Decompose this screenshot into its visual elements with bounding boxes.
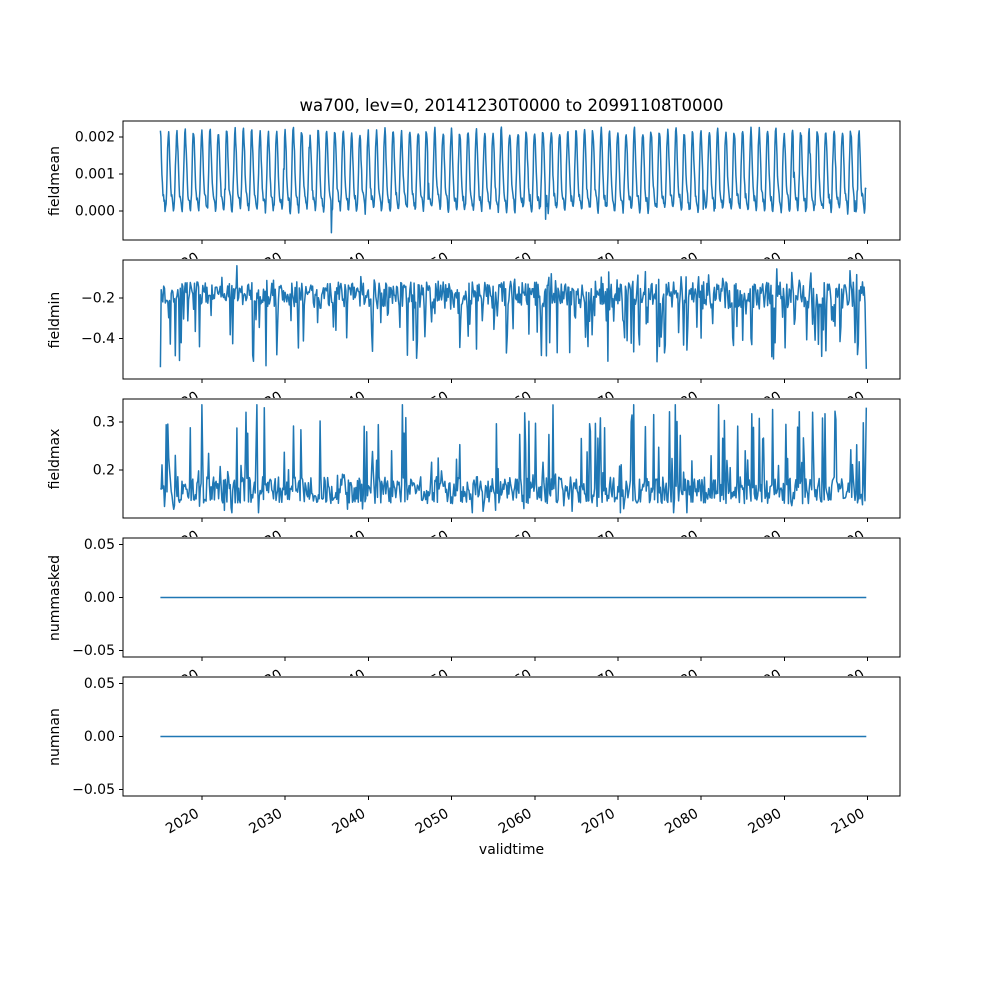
xlabel-validtime: validtime bbox=[478, 842, 545, 858]
ylabel-fieldmax: fieldmax bbox=[47, 428, 63, 489]
x-tick-label: 2060 bbox=[495, 805, 535, 838]
y-tick-label: 0.001 bbox=[74, 166, 115, 183]
x-tick-label: 2090 bbox=[745, 805, 785, 838]
y-tick-label: −0.05 bbox=[72, 642, 115, 659]
subplot-fieldmax bbox=[93, 398, 901, 559]
y-tick-label: 0.00 bbox=[83, 729, 115, 745]
y-tick-label: 0.2 bbox=[92, 462, 115, 479]
figure-title: wa700, lev=0, 20141230T0000 to 20991108T0000 bbox=[299, 96, 724, 115]
y-tick-label: −0.2 bbox=[81, 290, 115, 307]
x-tick-label: 2080 bbox=[662, 805, 702, 838]
subplot-fieldmin bbox=[81, 259, 901, 420]
y-tick-label: 0.002 bbox=[74, 129, 115, 146]
y-tick-label: 0.000 bbox=[74, 203, 115, 220]
y-tick-label: −0.05 bbox=[72, 781, 115, 798]
subplot-nummasked bbox=[72, 537, 901, 698]
ylabel-numnan: numnan bbox=[47, 707, 63, 766]
ylabel-fieldmean: fieldmean bbox=[47, 145, 63, 216]
y-tick-label: −0.4 bbox=[81, 331, 115, 348]
y-tick-label: 0.05 bbox=[83, 676, 115, 693]
x-tick-label: 2040 bbox=[329, 805, 369, 838]
y-tick-label: 0.3 bbox=[92, 414, 115, 431]
x-tick-label: 2100 bbox=[828, 805, 868, 838]
x-tick-label: 2030 bbox=[246, 805, 286, 838]
x-tick-label: 2070 bbox=[579, 805, 618, 838]
subplot-fieldmean bbox=[75, 120, 901, 281]
ylabel-fieldmin: fieldmin bbox=[47, 291, 63, 348]
x-tick-label: 2020 bbox=[163, 805, 203, 838]
y-tick-label: 0.00 bbox=[83, 590, 115, 606]
x-tick-label: 2050 bbox=[412, 805, 452, 838]
subplot-numnan bbox=[72, 676, 901, 837]
y-tick-label: 0.05 bbox=[83, 537, 115, 554]
ylabel-nummasked: nummasked bbox=[47, 554, 63, 641]
